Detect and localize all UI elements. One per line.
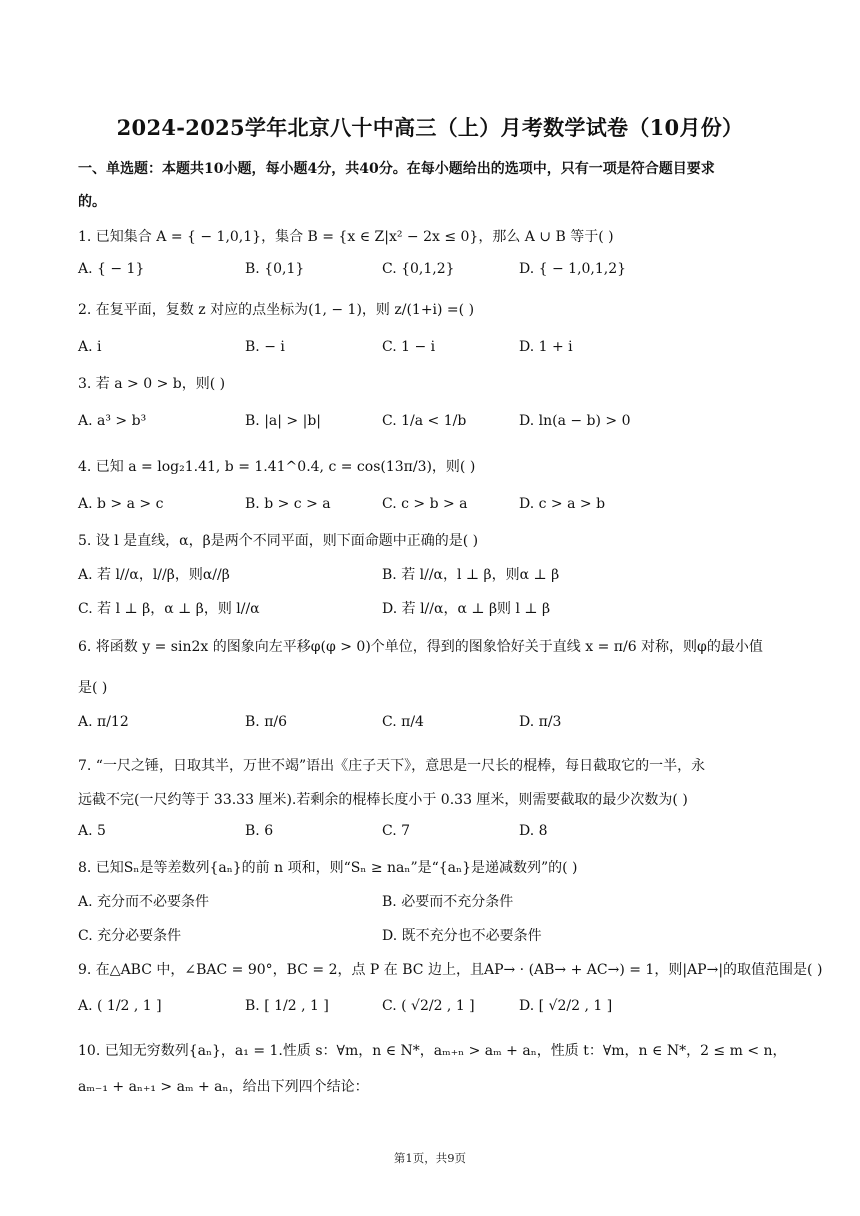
question-8-option-b: B. 必要而不充分条件	[382, 894, 514, 910]
page-number-footer: 第1页，共9页	[393, 1151, 467, 1165]
question-3-stem: 3. 若 a > 0 > b，则( )	[78, 376, 226, 392]
question-9-stem: 9. 在△ABC 中，∠BAC = 90°，BC = 2，点 P 在 BC 边上，且AP→ · (AB→ + AC→) = 1，则|AP→|的取值范围是( )	[78, 962, 823, 978]
question-4-option-b: B. b > c > a	[245, 496, 331, 512]
question-7-stem-line2: 远截不完(一尺约等于 33.33 厘米).若剩余的棍棒长度小于 0.33 厘米，则需要截取的最少次数为( )	[78, 792, 688, 808]
question-7-stem-line1: 7. “一尺之锤，日取其半，万世不竭”语出《庄子天下》，意思是一尺长的棍棒，每日截取它的一半，永	[78, 758, 706, 774]
question-2-option-c: C. 1 − i	[382, 339, 436, 355]
question-4-stem: 4. 已知 a = log₂1.41, b = 1.41^0.4, c = cos(13π/3)，则( )	[78, 459, 476, 475]
question-6-option-b: B. π/6	[245, 714, 288, 730]
question-6-option-d: D. π/3	[519, 714, 562, 730]
question-5-option-b: B. 若 l//α，l ⊥ β，则α ⊥ β	[382, 567, 560, 583]
page-title: 2024-2025学年北京八十中高三（上）月考数学试卷（10月份）	[116, 115, 744, 140]
question-10-stem-line1: 10. 已知无穷数列{aₙ}，a₁ = 1.性质 s：∀m，n ∈ N*，aₘ₊ₙ > aₘ + aₙ，性质 t：∀m，n ∈ N*，2 ≤ m < n，	[78, 1043, 787, 1059]
question-5-option-d: D. 若 l//α，α ⊥ β则 l ⊥ β	[382, 601, 551, 617]
question-2-option-a: A. i	[78, 339, 102, 355]
question-1-option-d: D. { − 1,0,1,2}	[519, 261, 627, 277]
section-instructions-line1: 一、单选题：本题共10小题，每小题4分，共40分。在每小题给出的选项中，只有一项是符合题目要求	[78, 161, 715, 177]
question-2-option-b: B. − i	[245, 339, 285, 355]
question-4-option-d: D. c > a > b	[519, 496, 606, 512]
question-9-option-a: A. ( 1/2 , 1 ]	[78, 998, 162, 1014]
question-3-option-c: C. 1/a < 1/b	[382, 413, 467, 429]
question-6-option-a: A. π/12	[78, 714, 129, 730]
question-5-stem: 5. 设 l 是直线，α，β是两个不同平面，则下面命题中正确的是( )	[78, 533, 479, 549]
question-1-option-c: C. {0,1,2}	[382, 261, 455, 277]
question-3-option-a: A. a³ > b³	[78, 413, 147, 429]
question-8-option-a: A. 充分而不必要条件	[78, 894, 210, 910]
question-6-option-c: C. π/4	[382, 714, 424, 730]
question-3-option-b: B. |a| > |b|	[245, 413, 321, 429]
question-5-option-a: A. 若 l//α，l//β，则α//β	[78, 567, 230, 583]
question-4-option-c: C. c > b > a	[382, 496, 468, 512]
question-9-option-b: B. [ 1/2 , 1 ]	[245, 998, 329, 1014]
question-1-stem: 1. 已知集合 A = { − 1,0,1}，集合 B = {x ∈ Z|x² − 2x ≤ 0}，那么 A ∪ B 等于( )	[78, 229, 614, 245]
question-10-stem-line2: aₘ₋₁ + aₙ₊₁ > aₘ + aₙ，给出下列四个结论：	[78, 1079, 369, 1095]
question-2-option-d: D. 1 + i	[519, 339, 573, 355]
question-5-option-c: C. 若 l ⊥ β，α ⊥ β，则 l//α	[78, 601, 260, 617]
question-6-stem-line2: 是( )	[78, 680, 108, 696]
question-2-stem: 2. 在复平面，复数 z 对应的点坐标为(1, − 1)，则 z/(1+i) =( )	[78, 302, 475, 318]
question-7-option-b: B. 6	[245, 823, 274, 839]
question-8-option-c: C. 充分必要条件	[78, 928, 182, 944]
question-4-option-a: A. b > a > c	[78, 496, 164, 512]
question-9-option-c: C. ( √2/2 , 1 ]	[382, 998, 475, 1014]
question-1-option-b: B. {0,1}	[245, 261, 305, 277]
question-7-option-a: A. 5	[78, 823, 106, 839]
question-9-option-d: D. [ √2/2 , 1 ]	[519, 998, 613, 1014]
question-8-stem: 8. 已知Sₙ是等差数列{aₙ}的前 n 项和，则“Sₙ ≥ naₙ”是“{aₙ}是递减数列”的( )	[78, 860, 578, 876]
question-8-option-d: D. 既不充分也不必要条件	[382, 928, 542, 944]
question-6-stem-line1: 6. 将函数 y = sin2x 的图象向左平移φ(φ > 0)个单位，得到的图象恰好关于直线 x = π/6 对称，则φ的最小值	[78, 639, 763, 655]
question-7-option-d: D. 8	[519, 823, 548, 839]
question-1-option-a: A. { − 1}	[78, 261, 145, 277]
question-3-option-d: D. ln(a − b) > 0	[519, 413, 631, 429]
section-instructions-line2: 的。	[78, 194, 106, 210]
question-7-option-c: C. 7	[382, 823, 411, 839]
